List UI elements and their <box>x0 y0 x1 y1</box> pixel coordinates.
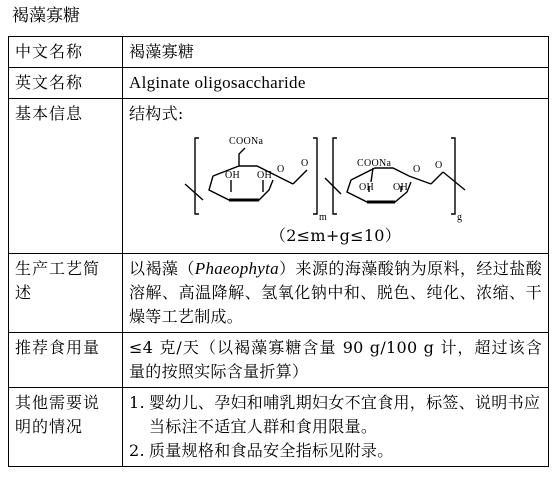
table-row <box>9 388 549 467</box>
label-chinese-name: 中文名称 <box>9 37 123 68</box>
value-english-name <box>123 68 549 99</box>
label-other-notes: 其他需要说明的情况 <box>9 388 123 467</box>
list-item <box>129 391 542 439</box>
value-other-notes <box>123 388 549 467</box>
value-basic-info <box>123 99 549 254</box>
process-text-pre: 以褐藻（ <box>129 259 195 278</box>
list-item-text: 婴幼儿、孕妇和哺乳期妇女不宜食用，标签、说明书应当标注不适宜人群和食用限量。 <box>149 393 541 436</box>
table-row <box>9 254 549 333</box>
table-row <box>9 37 549 68</box>
document-title: 褐藻寡糖 <box>12 6 80 26</box>
label-english-name: 英文名称 <box>9 68 123 99</box>
process-latin-name: Phaeophyta <box>194 259 279 278</box>
label-recommended-intake: 推荐食用量 <box>9 333 123 388</box>
structure-label: 结构式: <box>129 104 184 123</box>
polymerization-range: （2≤m+g≤10） <box>269 226 402 245</box>
ring-oxygen-right: O <box>413 164 421 175</box>
table-row <box>9 68 549 99</box>
hydroxyl-label-4: OH <box>393 182 409 193</box>
hydroxyl-label-1: OH <box>225 170 241 181</box>
hydroxyl-label-2: OH <box>257 170 273 181</box>
subscript-g: g <box>457 212 463 223</box>
list-item-number: 2. <box>129 441 145 460</box>
terminal-oxygen: O <box>435 160 443 171</box>
carboxylate-group-label-left: COONa <box>229 136 264 147</box>
label-production-process: 生产工艺简述 <box>9 254 123 333</box>
structural-formula <box>173 128 483 224</box>
table-row <box>9 99 549 254</box>
value-chinese-name: 褐藻寡糖 <box>123 37 549 68</box>
structure-box <box>129 102 542 250</box>
ring-oxygen-left: O <box>277 164 285 175</box>
info-table <box>8 36 549 467</box>
hydroxyl-label-3: OH <box>359 182 375 193</box>
list-item <box>129 439 542 463</box>
label-basic-info: 基本信息 <box>9 99 123 254</box>
value-recommended-intake: ≤4 克/天（以褐藻寡糖含量 90 g/100 g 计，超过该含量的按照实际含量折算） <box>123 333 549 388</box>
english-name-text: Alginate oligosaccharide <box>129 73 306 92</box>
list-item-number: 1. <box>129 393 145 412</box>
subscript-m: m <box>319 212 328 223</box>
value-production-process <box>123 254 549 333</box>
list-item-text: 质量规格和食品安全指标见附录。 <box>149 441 394 460</box>
table-row <box>9 333 549 388</box>
carboxylate-group-label-right: COONa <box>357 158 392 169</box>
glycosidic-oxygen: O <box>301 158 309 169</box>
process-text-post: ）来源的海藻酸钠为原料，经过盐酸溶解、高温降解、氢氧化钠中和、脱色、纯化、浓缩、干燥等工艺制成。 <box>129 259 542 326</box>
